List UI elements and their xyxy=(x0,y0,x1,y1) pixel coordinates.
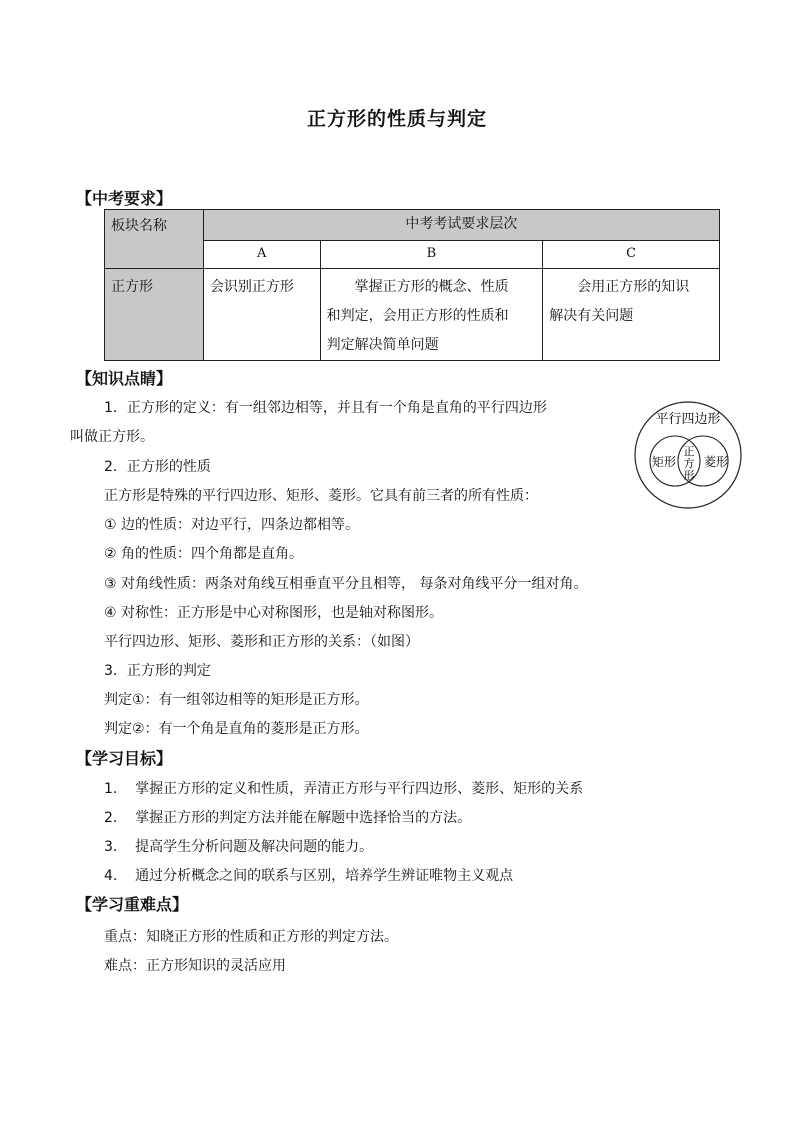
property-intro: 正方形是特殊的平行四边形、矩形、菱形。它具有前三者的所有性质： xyxy=(104,488,538,504)
definition-line-2: 叫做正方形。 xyxy=(70,429,154,445)
key-point-difficult: 难点：正方形知识的灵活应用 xyxy=(104,958,286,974)
goal-item: 2. 掌握正方形的判定方法并能在解题中选择恰当的方法。 xyxy=(104,810,472,826)
goal-item: 1. 掌握正方形的定义和性质，弄清正方形与平行四边形、菱形、矩形的关系 xyxy=(104,781,584,797)
requirements-table xyxy=(104,209,720,361)
relation-line: 平行四边形、矩形、菱形和正方形的关系：（如图） xyxy=(104,634,419,650)
judgement-item: 判定②：有一个角是直角的菱形是正方形。 xyxy=(104,721,369,737)
table-cell-c-line: 会用正方形的知识 xyxy=(549,279,690,295)
venn-label-left: 矩形 xyxy=(651,455,677,469)
property-item: ① 边的性质：对边平行，四条边都相等。 xyxy=(104,517,359,533)
table-level-b: B xyxy=(320,240,543,268)
table-cell-c xyxy=(543,269,720,361)
table-level-a: A xyxy=(203,240,320,268)
venn-label-right: 菱形 xyxy=(703,455,729,469)
section-knowledge-heading: 【知识点睛】 xyxy=(76,369,173,388)
table-cell-b-line: 判定解决简单问题 xyxy=(326,337,439,353)
table-cell-a-text: 会识别正方形 xyxy=(209,279,294,295)
table-cell-c-line: 解决有关问题 xyxy=(549,308,634,324)
table-row-name xyxy=(105,269,204,361)
table-level-c: C xyxy=(543,240,720,268)
venn-label-center: 方 xyxy=(683,457,695,470)
page-title: 正方形的性质与判定 xyxy=(306,108,487,130)
property-item: ④ 对称性：正方形是中心对称图形，也是轴对称图形。 xyxy=(104,605,443,621)
property-item: ③ 对角线性质：两条对角线互相垂直平分且相等， 每条对角线平分一组对角。 xyxy=(104,576,588,592)
venn-label-outer: 平行四边形 xyxy=(655,412,721,427)
table-cell-b xyxy=(320,269,543,361)
definition-line-1: 1．正方形的定义：有一组邻边相等，并且有一个角是直角的平行四边形 xyxy=(104,400,547,416)
property-title: 2．正方形的性质 xyxy=(104,459,211,475)
table-cell-b-line: 掌握正方形的概念、性质 xyxy=(326,279,509,295)
table-cell-b-line: 和判定，会用正方形的性质和 xyxy=(326,308,509,324)
judgement-item: 判定①：有一组邻边相等的矩形是正方形。 xyxy=(104,692,369,708)
goal-item: 4. 通过分析概念之间的联系与区别，培养学生辨证唯物主义观点 xyxy=(104,868,514,884)
section-goals-heading: 【学习目标】 xyxy=(76,749,173,768)
goal-item: 3. 提高学生分析问题及解决问题的能力。 xyxy=(104,839,374,855)
table-cell-a xyxy=(203,269,320,361)
table-header-module-text: 板块名称 xyxy=(111,218,167,234)
quadrilateral-venn-diagram xyxy=(632,400,744,510)
venn-label-center: 形 xyxy=(683,469,695,482)
table-row-name-text: 正方形 xyxy=(111,279,153,295)
section-requirements-heading: 【中考要求】 xyxy=(76,189,173,208)
table-header-module xyxy=(105,210,204,269)
judgement-title: 3．正方形的判定 xyxy=(104,663,211,679)
property-item: ② 角的性质：四个角都是直角。 xyxy=(104,546,304,562)
section-key-points-heading: 【学习重难点】 xyxy=(76,895,189,914)
table-header-levels: 中考考试要求层次 xyxy=(203,210,719,241)
venn-label-center: 正 xyxy=(683,445,695,458)
key-point-important: 重点：知晓正方形的性质和正方形的判定方法。 xyxy=(104,929,398,945)
